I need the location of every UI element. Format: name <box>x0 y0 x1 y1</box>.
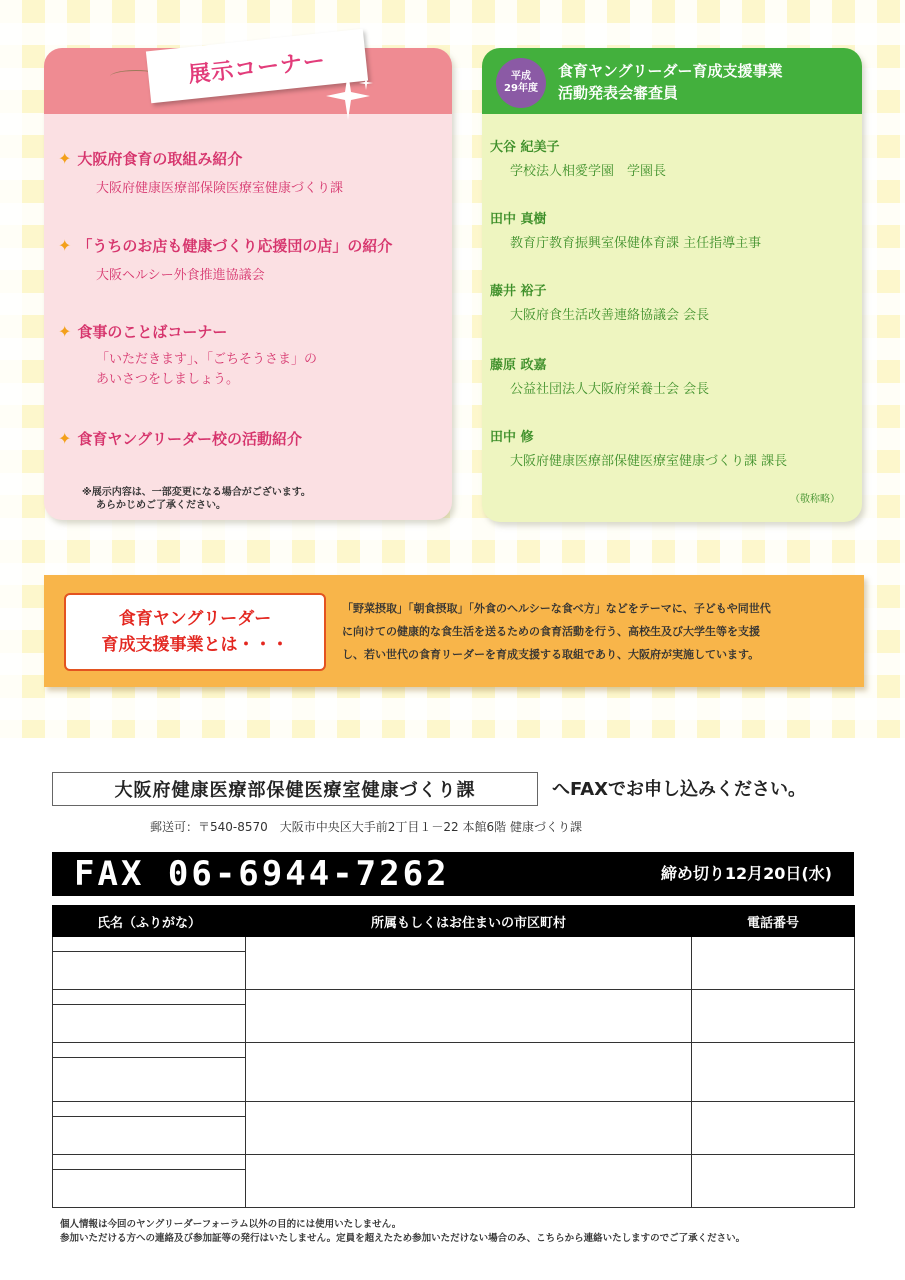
fax-bar <box>52 852 854 896</box>
exhibit-item-title: 食育ヤングリーダー校の活動紹介 <box>77 430 302 448</box>
star-icon: ✦ <box>58 429 72 448</box>
exhibit-item <box>58 321 317 390</box>
postal-address: 郵送可：〒540-8570 大阪市中央区大手前2丁目１－22 本館6階 健康づくり課 <box>150 820 582 834</box>
phone-field[interactable] <box>692 1043 855 1102</box>
judge-name: 田中 真樹 <box>490 212 547 227</box>
exhibit-item-sub: あいさつをしましょう。 <box>96 372 240 387</box>
municipality-field[interactable] <box>246 1102 692 1155</box>
judge-role: 教育庁教育振興室保健体育課 主任指導主事 <box>510 236 762 251</box>
year-badge-line: 29年度 <box>504 83 538 94</box>
table-row <box>53 1155 855 1208</box>
sparkle-icon <box>318 70 378 122</box>
phone-field[interactable] <box>692 990 855 1043</box>
judges-card <box>482 48 862 522</box>
exhibit-note-line: ※展示内容は、一部変更になる場合がございます。 <box>82 487 311 498</box>
judge-role: 公益社団法人大阪府栄養士会 会長 <box>510 382 710 397</box>
exhibit-item-sub: 「いただきます」、「ごちそうさま」の <box>96 352 318 367</box>
year-badge <box>496 58 546 108</box>
judge-entry <box>490 426 787 474</box>
fax-destination: 大阪府健康医療部保健医療室健康づくり課 <box>52 772 538 806</box>
phone-field[interactable] <box>692 1102 855 1155</box>
exhibit-item <box>58 428 302 449</box>
exhibit-item <box>58 235 392 286</box>
header-municipality: 所属もしくはお住まいの市区町村 <box>246 906 692 937</box>
municipality-field[interactable] <box>246 990 692 1043</box>
judges-title <box>558 60 783 104</box>
exhibit-tag-label: 展示コーナー <box>187 48 328 88</box>
table-row <box>53 1043 855 1102</box>
star-icon: ✦ <box>58 236 72 255</box>
judge-name: 大谷 紀美子 <box>490 140 560 155</box>
municipality-field[interactable] <box>246 937 692 990</box>
judge-entry <box>490 208 761 256</box>
about-title-box <box>64 593 326 671</box>
judges-title-line: 活動発表会審査員 <box>558 84 679 102</box>
municipality-field[interactable] <box>246 1155 692 1208</box>
fax-instruction: へFAXでお申し込みください。 <box>552 779 807 800</box>
star-icon: ✦ <box>58 149 72 168</box>
judge-role: 大阪府健康医療部保健医療室健康づくり課 課長 <box>510 454 788 469</box>
judges-title-line: 食育ヤングリーダー育成支援事業 <box>558 62 783 80</box>
name-field[interactable] <box>53 1058 245 1101</box>
judge-name: 藤井 裕子 <box>490 284 547 299</box>
footnote-line: 参加いただける方への連絡及び参加証等の発行はいたしません。定員を超えたため参加いただけない場合のみ、こちらから連絡いたしますのでご了承ください。 <box>60 1233 746 1244</box>
exhibit-item-sub: 大阪府健康医療部保険医療室健康づくり課 <box>96 181 344 196</box>
exhibit-item-title: 食事のことばコーナー <box>77 323 228 341</box>
year-badge-line: 平成 <box>511 71 531 82</box>
honorific-note: （敬称略） <box>790 494 840 505</box>
judge-entry <box>490 136 666 184</box>
exhibit-item-sub: 大阪ヘルシー外食推進協議会 <box>96 268 265 283</box>
about-text-line: 「野菜摂取」「朝食摂取」「外食のヘルシーな食べ方」などをテーマに、子どもや同世代 <box>342 602 771 615</box>
judge-name: 田中 修 <box>490 430 534 445</box>
about-text-line: に向けての健康的な食生活を送るための食育活動を行う、高校生及び大学生等を支援 <box>342 625 760 638</box>
name-field[interactable] <box>53 1170 245 1207</box>
judge-role: 大阪府食生活改善連絡協議会 会長 <box>510 308 710 323</box>
about-title-line: 育成支援事業とは・・・ <box>101 635 289 655</box>
furigana-field[interactable] <box>53 1102 245 1117</box>
exhibit-note <box>82 486 311 512</box>
about-text <box>342 597 852 666</box>
footnote-line: 個人情報は今回のヤングリーダーフォーラム以外の目的には使用いたしません。 <box>60 1219 402 1230</box>
exhibit-item <box>58 148 343 199</box>
furigana-field[interactable] <box>53 937 245 952</box>
judge-entry <box>490 280 709 328</box>
judges-header <box>482 48 862 114</box>
name-field[interactable] <box>53 1005 245 1042</box>
furigana-field[interactable] <box>53 1043 245 1058</box>
judge-name: 藤原 政嘉 <box>490 358 547 373</box>
furigana-field[interactable] <box>53 990 245 1005</box>
phone-field[interactable] <box>692 937 855 990</box>
about-text-line: し、若い世代の食育リーダーを育成支援する取組であり、大阪府が実施しています。 <box>342 648 760 661</box>
about-band <box>44 575 864 687</box>
exhibit-item-title: 大阪府食育の取組み紹介 <box>77 150 243 168</box>
header-phone: 電話番号 <box>692 906 855 937</box>
table-row <box>53 1102 855 1155</box>
deadline: 締め切り12月20日(水) <box>660 864 832 883</box>
fax-number: FAX 06-6944-7262 <box>74 854 450 894</box>
privacy-footnote <box>60 1218 745 1246</box>
judge-entry <box>490 354 709 402</box>
table-row <box>53 937 855 990</box>
about-title-line: 食育ヤングリーダー <box>118 609 272 629</box>
exhibit-item-title: 「うちのお店も健康づくり応援団の店」の紹介 <box>77 237 393 255</box>
name-field[interactable] <box>53 952 245 989</box>
judge-role: 学校法人相愛学園 学園長 <box>510 164 667 179</box>
star-icon: ✦ <box>58 322 72 341</box>
header-name: 氏名（ふりがな） <box>53 906 246 937</box>
furigana-field[interactable] <box>53 1155 245 1170</box>
exhibit-note-line: あらかじめご了承ください。 <box>96 500 226 511</box>
application-form <box>52 905 855 1208</box>
table-row <box>53 990 855 1043</box>
municipality-field[interactable] <box>246 1043 692 1102</box>
name-field[interactable] <box>53 1117 245 1154</box>
phone-field[interactable] <box>692 1155 855 1208</box>
